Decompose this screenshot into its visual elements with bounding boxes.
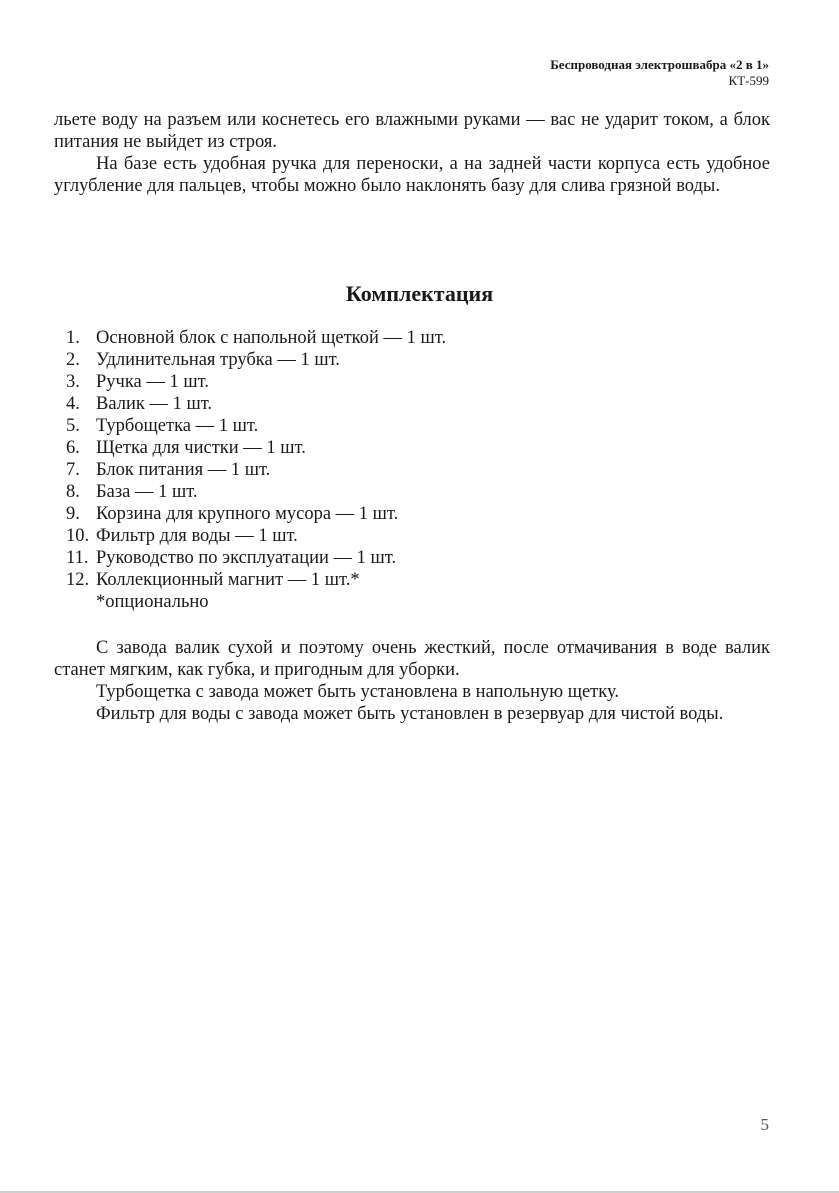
list-item: [66, 371, 766, 393]
list-item: [66, 481, 766, 503]
running-header: [550, 57, 769, 89]
list-item-number: 10.: [66, 526, 90, 546]
list-item-text: Корзина для крупного мусора — 1 шт.: [96, 504, 399, 524]
list-item-number: 12.: [66, 570, 90, 590]
list-item-number: 6.: [66, 438, 80, 458]
notes-text: [54, 637, 770, 725]
list-item-number: 4.: [66, 394, 80, 414]
list-item: [66, 415, 766, 437]
list-item: [66, 503, 766, 525]
list-item-text: Фильтр для воды — 1 шт.: [96, 526, 298, 546]
list-item: [66, 393, 766, 415]
list-item-number: 3.: [66, 372, 80, 392]
list-item-number: 7.: [66, 460, 80, 480]
note-paragraph-1: С завода валик сухой и поэтому очень жесткий, после отмачивания в воде валик станет мягким, как губка, и пригодным для уборки.: [54, 638, 770, 680]
intro-paragraph-1: льете воду на разъем или коснетесь его влажными руками — вас не ударит током, а блок питания не выйдет из строя.: [54, 110, 770, 152]
list-item: [66, 547, 766, 569]
list-item-text: Блок питания — 1 шт.: [96, 460, 271, 480]
list-item-text: Удлинительная трубка — 1 шт.: [96, 350, 340, 370]
list-item-text: Валик — 1 шт.: [96, 394, 213, 414]
list-item: [66, 349, 766, 371]
list-item-text: Руководство по эксплуатации — 1 шт.: [96, 548, 397, 568]
list-item-text: Коллекционный магнит — 1 шт.*: [96, 570, 360, 590]
list-item-number: 11.: [66, 548, 89, 568]
list-item-number: 1.: [66, 328, 80, 348]
list-item-text: База — 1 шт.: [96, 482, 198, 502]
list-item-number: 9.: [66, 504, 80, 524]
list-item-text: Щетка для чистки — 1 шт.: [96, 438, 306, 458]
footnote: *опционально: [96, 592, 209, 612]
note-paragraph-3: Фильтр для воды с завода может быть установлен в резервуар для чистой воды.: [96, 704, 724, 724]
list-item-number: 8.: [66, 482, 80, 502]
note-paragraph-2: Турбощетка с завода может быть установлена в напольную щетку.: [96, 682, 619, 702]
intro-text: [54, 109, 770, 197]
intro-paragraph-2: На базе есть удобная ручка для переноски, а на задней части корпуса есть удобное углубление для пальцев, чтобы можно было наклонять базу для слива грязной воды.: [54, 154, 770, 196]
product-title: Беспроводная электрошвабра «2 в 1»: [550, 57, 769, 72]
model-number: КТ-599: [728, 73, 769, 88]
package-contents-list: [66, 327, 766, 613]
list-item-number: 2.: [66, 350, 80, 370]
list-item-number: 5.: [66, 416, 80, 436]
list-item: [66, 525, 766, 547]
list-item: [66, 327, 766, 349]
section-heading: Комплектация: [345, 281, 494, 306]
page-number: 5: [760, 1115, 769, 1134]
list-item: [66, 437, 766, 459]
list-item-text: Турбощетка — 1 шт.: [96, 416, 259, 436]
list-item: [66, 459, 766, 481]
list-item-text: Ручка — 1 шт.: [96, 372, 209, 392]
list-item: [66, 569, 766, 591]
list-item-text: Основной блок с напольной щеткой — 1 шт.: [96, 328, 447, 348]
